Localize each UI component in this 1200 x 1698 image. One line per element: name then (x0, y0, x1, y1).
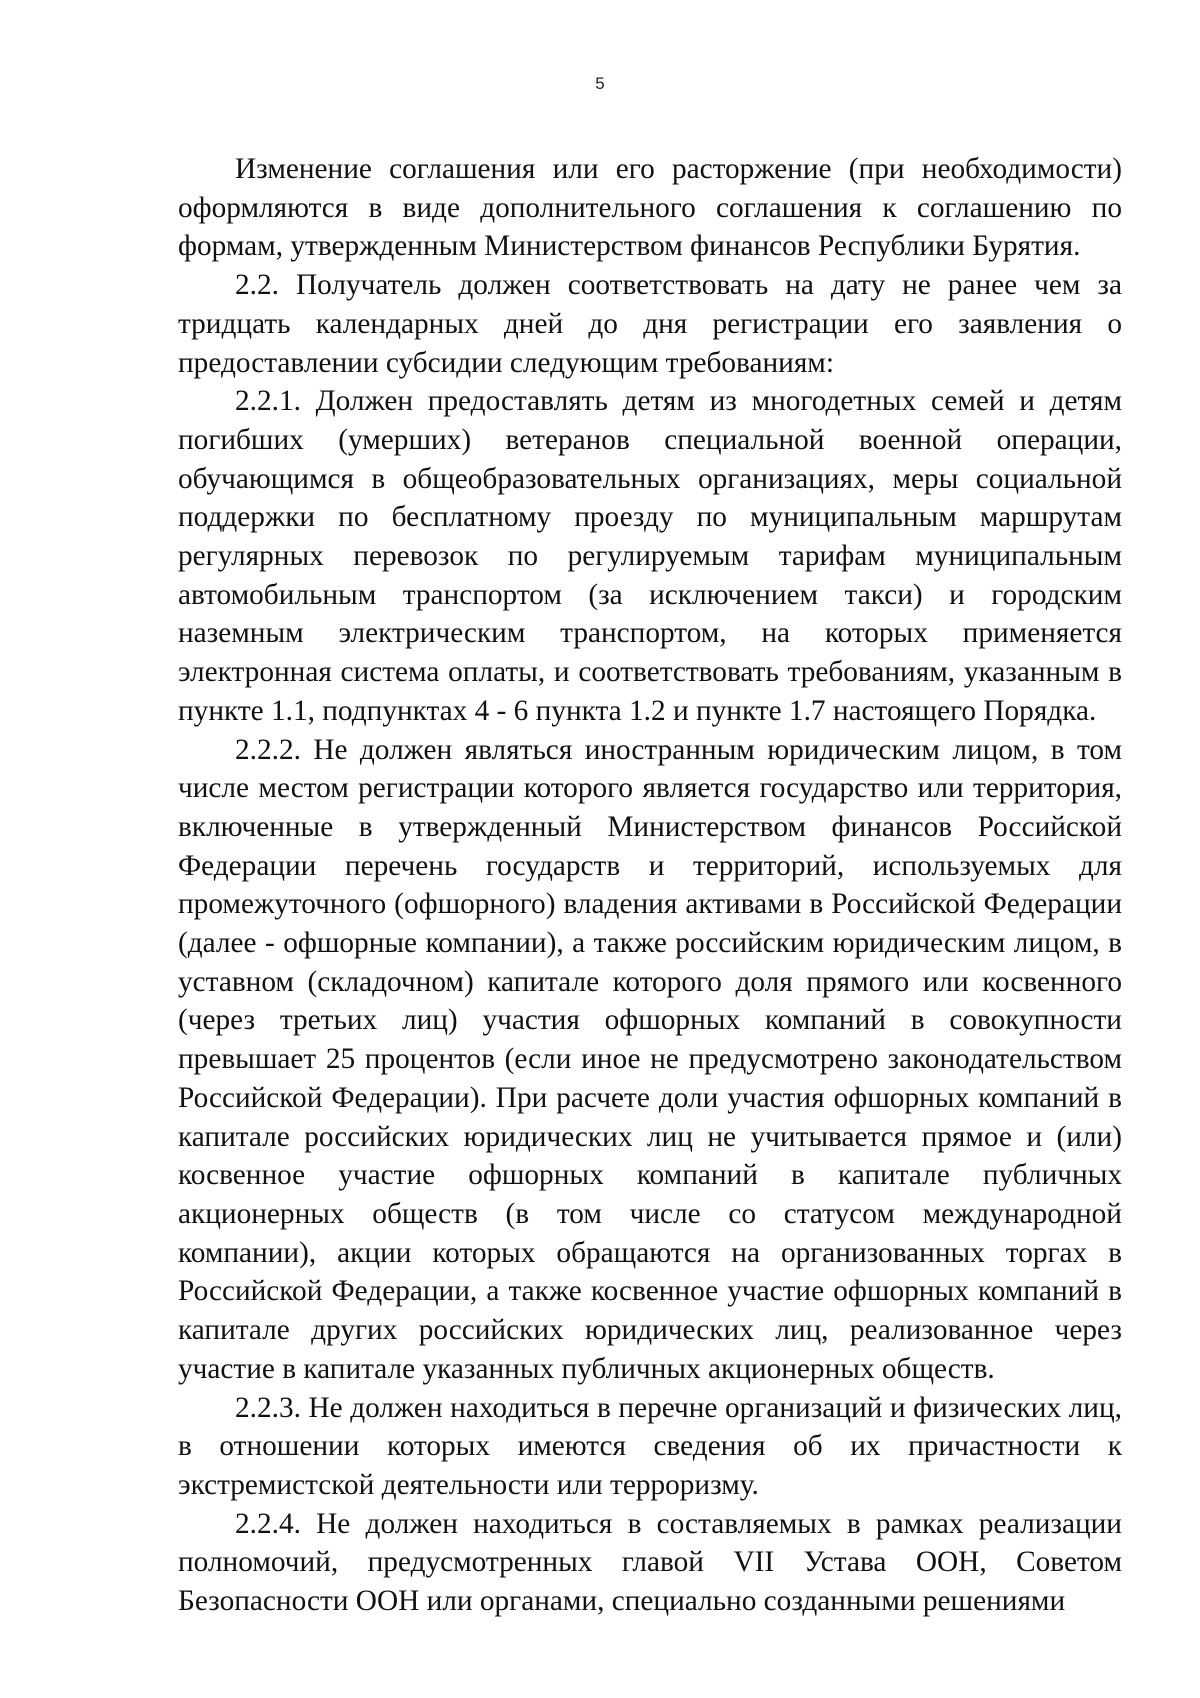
document-body (178, 150, 1122, 1621)
paragraph-2-2: 2.2. Получатель должен соответствовать на дату не ранее чем за тридцать календарных дней до дня регистрации его заявления о предоставлении субсидии следующим требованиям: (178, 269, 1122, 379)
paragraph-agreement-changes: Изменение соглашения или его расторжение (при необходимости) оформляются в виде дополнительного соглашения к соглашению по формам, утвержденным Министерством финансов Республики Бурятия. (178, 153, 1122, 263)
paragraph-2-2-4: 2.2.4. Не должен находиться в составляемых в рамках реализации полномочий, предусмотренных главой VII Устава ООН, Советом Безопасности ООН или органами, специально созданными решениями (178, 1507, 1122, 1618)
paragraph-2-2-1: 2.2.1. Должен предоставлять детям из многодетных семей и детям погибших (умерших) ветеранов специальной военной операции, обучающимся в общеобразовательных организациях, меры социальной поддержки по бесплатному проезду по муниципальным маршрутам регулярных перевозок по регулируемым тарифам муниципальным автомобильным транспортом (за исключением такси) и городским наземным электрическим транспортом, на которых применяется электронная система оплаты, и соответствовать требованиям, указанным в пункте 1.1, подпунктах 4 - 6 пункта 1.2 и пункте 1.7 настоящего Порядка. (178, 385, 1122, 727)
page-number: 5 (595, 74, 605, 93)
paragraph-2-2-3: 2.2.3. Не должен находиться в перечне организаций и физических лиц, в отношении которых имеются сведения об их причастности к экстремистской деятельности или терроризму. (178, 1391, 1122, 1501)
paragraph-2-2-2: 2.2.2. Не должен являться иностранным юридическим лицом, в том числе местом регистрации которого является государство или территория, включенные в утвержденный Министерством финансов Российской Федерации перечень государств и территорий, используемых для промежуточного (офшорного) владения активами в Российской Федерации (далее - офшорные компании), а также российским юридическим лицом, в уставном (складочном) капитале которого доля прямого или косвенного (через третьих лиц) участия офшорных компаний в совокупности превышает 25 процентов (если иное не предусмотрено законодательством Российской Федерации). При расчете доли участия офшорных компаний в капитале российских юридических лиц не учитывается прямое и (или) косвенное участие офшорных компаний в капитале публичных акционерных обществ (в том числе со статусом международной компании), акции которых обращаются на организованных торгах в Российской Федерации, а также косвенное участие офшорных компаний в капитале других российских юридических лиц, реализованное через участие в капитале указанных публичных акционерных обществ. (178, 733, 1122, 1385)
